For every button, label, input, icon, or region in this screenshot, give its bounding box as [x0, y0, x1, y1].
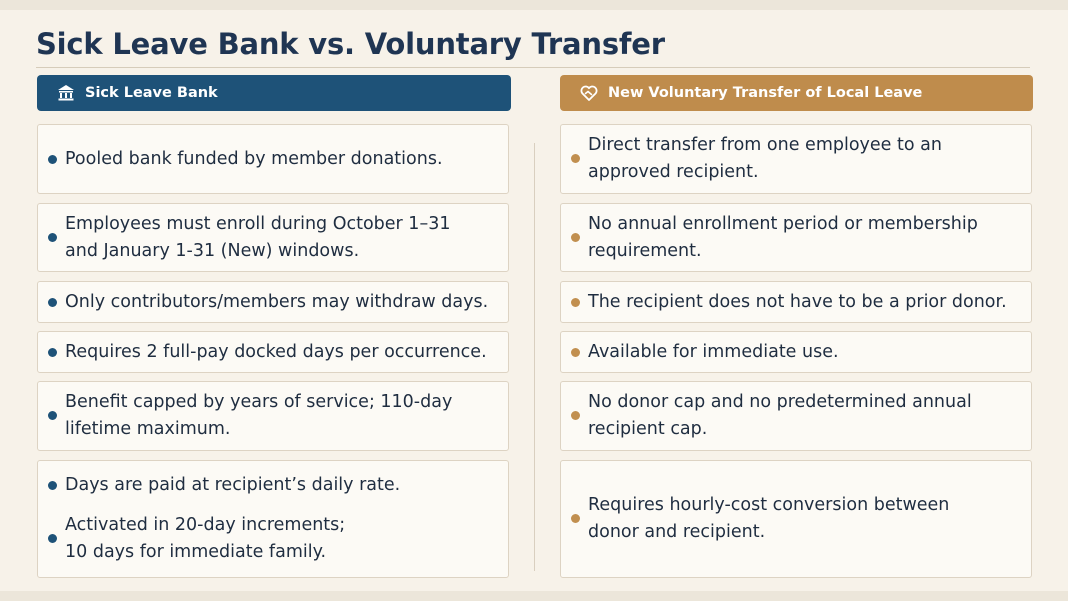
voluntary-transfer-header [560, 75, 1033, 111]
sick-leave-bank-card [37, 381, 509, 451]
sick-leave-bank-card [37, 203, 509, 272]
voluntary-transfer-card [560, 124, 1032, 194]
bullet-icon [48, 348, 57, 357]
list-item [65, 289, 498, 316]
sick-leave-bank-card [37, 124, 509, 194]
item-text-line: requirement. [588, 240, 702, 261]
list-item [588, 492, 1021, 546]
item-text-line: donor and recipient. [588, 522, 766, 542]
list-item [65, 472, 498, 499]
item-text-line: recipient cap. [588, 419, 708, 439]
list-item [588, 289, 1021, 316]
item-text-line: Benefit capped by years of service; 110-day [65, 392, 453, 412]
list-item [588, 211, 1021, 265]
bullet-icon [48, 481, 57, 490]
sick-leave-bank-card [37, 281, 509, 323]
sick-leave-bank-header [37, 75, 511, 111]
item-text-line: lifetime maximum. [65, 419, 231, 439]
bullet-icon [48, 411, 57, 420]
title-divider [36, 67, 1030, 68]
voluntary-transfer-card [560, 281, 1032, 323]
bullet-icon [571, 348, 580, 357]
list-item [65, 211, 498, 265]
voluntary-transfer-card [560, 331, 1032, 373]
bullet-icon [571, 154, 580, 163]
voluntary-transfer-card [560, 203, 1032, 272]
item-text-line: Direct transfer from one employee to an [588, 135, 942, 155]
page-title: Sick Leave Bank vs. Voluntary Transfer [36, 27, 665, 61]
header-label: New Voluntary Transfer of Local Leave [608, 85, 923, 101]
header-label: Sick Leave Bank [85, 85, 218, 101]
item-text-line: Available for immediate use. [588, 341, 839, 362]
bullet-icon [571, 298, 580, 307]
item-text-line: and January 1-31 (New) windows. [65, 240, 360, 261]
item-text-line: Requires 2 full-pay docked days per occurrence. [65, 341, 487, 362]
slide [0, 10, 1068, 591]
list-item [65, 389, 498, 443]
bullet-icon [48, 298, 57, 307]
list-item [588, 132, 1021, 186]
item-text-line: Pooled bank funded by member donations. [65, 148, 443, 169]
item-text-line: The recipient does not have to be a prior donor. [588, 291, 1007, 312]
voluntary-transfer-card [560, 381, 1032, 451]
sick-leave-bank-card [37, 331, 509, 373]
list-item [588, 389, 1021, 443]
list-item [65, 146, 498, 173]
item-text-line: approved recipient. [588, 162, 759, 182]
bullet-icon [48, 233, 57, 242]
heart-handshake-icon [580, 84, 598, 102]
voluntary-transfer-card [560, 460, 1032, 578]
bullet-icon [48, 534, 57, 543]
item-text-line: Activated in 20-day increments; [65, 515, 346, 535]
item-text-line: Employees must enroll during October 1–31 [65, 213, 451, 234]
item-text-line: Requires hourly-cost conversion between [588, 495, 950, 515]
bullet-icon [571, 514, 580, 523]
item-text-line: Days are paid at recipient’s daily rate. [65, 475, 401, 495]
list-item [65, 339, 498, 366]
item-text-line: Only contributors/members may withdraw days. [65, 291, 489, 312]
bullet-icon [48, 155, 57, 164]
bullet-icon [571, 411, 580, 420]
bank-icon [57, 84, 75, 102]
bullet-icon [571, 233, 580, 242]
item-text-line: 10 days for immediate family. [65, 542, 327, 562]
list-item [65, 512, 498, 566]
item-text-line: No donor cap and no predetermined annual [588, 392, 972, 412]
column-divider [534, 143, 535, 571]
list-item [588, 339, 1021, 366]
sick-leave-bank-card [37, 460, 509, 578]
item-text-line: No annual enrollment period or membership [588, 213, 978, 234]
